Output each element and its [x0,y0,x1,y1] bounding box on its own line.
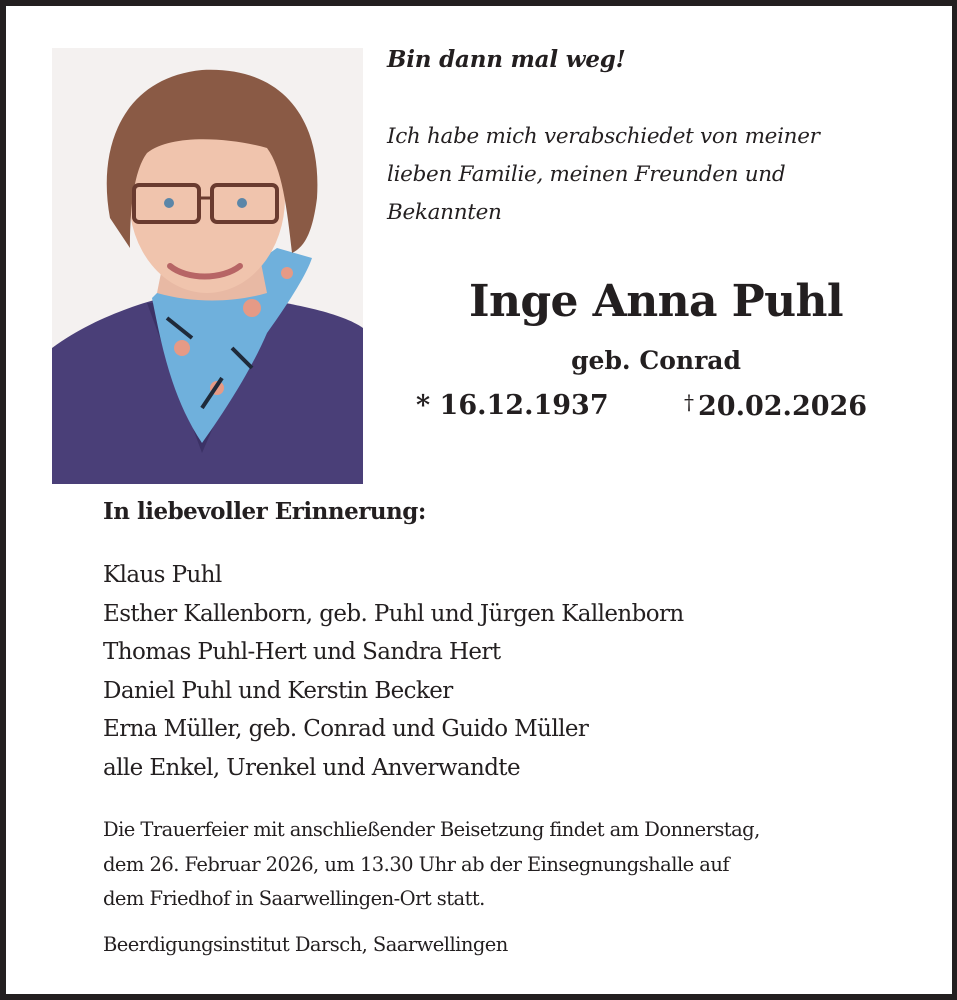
mourner-item: Thomas Puhl-Hert und Sandra Hert [103,639,501,665]
intro-line: Bekannten [387,200,502,225]
mourners-list [103,556,684,787]
undertaker: Beerdigungsinstitut Darsch, Saarwellingen [103,933,508,956]
death-date [684,390,867,422]
service-line: dem 26. Februar 2026, um 13.30 Uhr ab der Einsegnungshalle auf [103,852,730,876]
portrait-image [52,48,363,484]
motto-heading: Bin dann mal weg! [387,46,626,73]
death-date-value: 20.02.2026 [698,391,868,422]
mourner-item: alle Enkel, Urenkel und Anverwandte [103,754,520,781]
birth-star-icon: * [416,390,431,421]
deceased-name: Inge Anna Puhl [469,276,843,327]
mourners-heading: In liebevoller Erinnerung: [103,498,426,525]
portrait-photo [52,48,363,484]
intro-line: Ich habe mich verabschiedet von meiner [387,124,820,149]
maiden-name: geb. Conrad [571,346,741,375]
death-cross-icon: † [684,390,694,414]
service-line: dem Friedhof in Saarwellingen-Ort statt. [103,887,485,910]
mourner-item: Esther Kallenborn, geb. Puhl und Jürgen Kallenborn [103,600,684,627]
intro-text [387,118,887,232]
intro-line: lieben Familie, meinen Freunden und [387,162,786,187]
service-line: Die Trauerfeier mit anschließender Beisetzung findet am Donnerstag, [103,818,760,841]
mourner-item: Klaus Puhl [103,562,222,588]
service-info [103,813,933,917]
birth-date [416,390,609,421]
mourner-item: Daniel Puhl und Kerstin Becker [103,677,453,704]
mourner-item: Erna Müller, geb. Conrad und Guido Müller [103,716,589,742]
birth-date-value: 16.12.1937 [439,390,609,421]
